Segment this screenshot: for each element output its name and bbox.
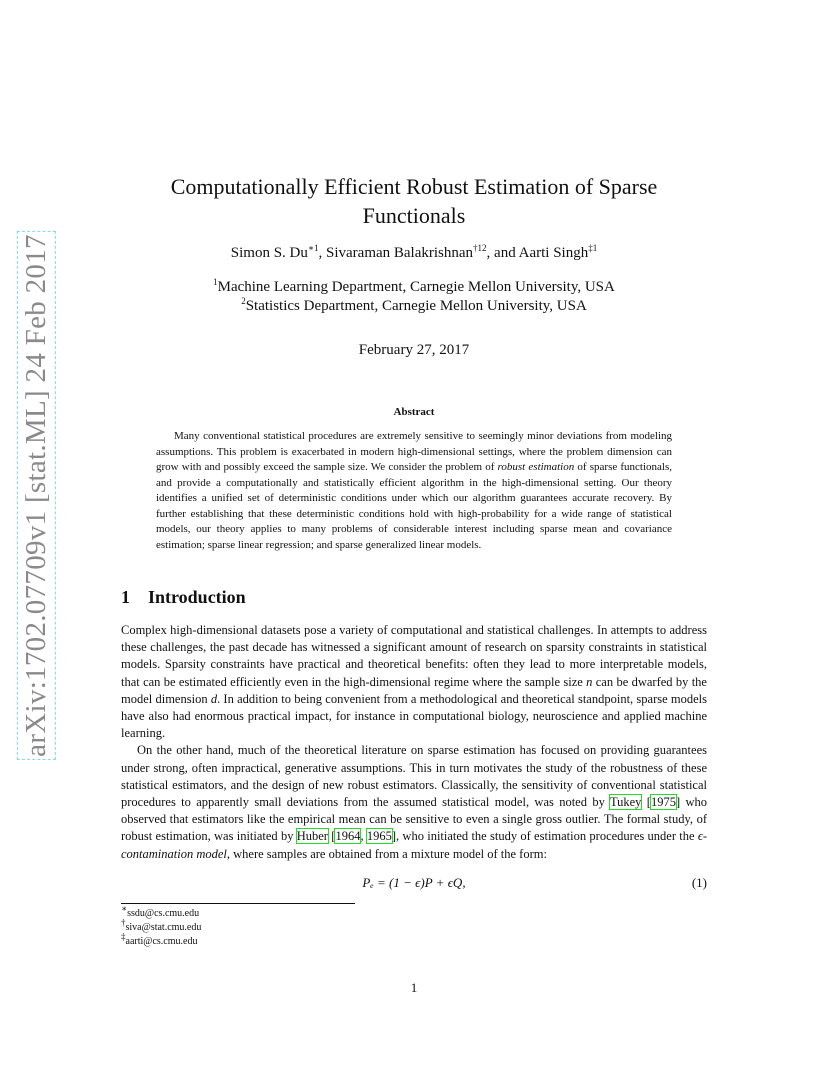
citation-link-year[interactable]: 1975 (650, 795, 676, 810)
footnote-email: aarti@cs.cmu.edu (125, 936, 198, 947)
math-variable: d (210, 691, 218, 706)
paragraph-text: can be dwarfed by the model dimension (121, 674, 707, 706)
author-affiliation-mark: ‡1 (588, 243, 598, 253)
introduction-body (121, 622, 707, 863)
footnote-mark: † (121, 917, 126, 928)
paragraph: On the other hand, much of the theoretical literature on sparse estimation has focused on providing guarantees under strong, often impractical, generative assumptions. This in turn motivates the study of the robustness of these statistical estimators, and the design of new robust estimators. Classically, the sensitivity of conventional statistical procedures to apparently small deviations from the assumed statistical model, was noted by Tukey [1975] who observed that estimators like the empirical mean can be sensitive to even a single gross outlier. The formal study, of robust estimation, was initiated by Huber [1964, 1965], who initiated the study of estimation procedures under the ϵ-contamination model, where samples are obtained from a mixture model of the form: (121, 743, 708, 861)
citation-link-huber[interactable]: Huber (296, 829, 328, 844)
paragraph-text: . In addition to being convenient from a methodological and theoretical standpoint, sparse models have also had enormous practical impact, for instance in computational biology, neuroscience and applied machine learning. (121, 691, 707, 741)
footnote-email: ssdu@cs.cmu.edu (127, 908, 200, 919)
citation-link-year[interactable]: 1965 (366, 829, 392, 844)
section-number: 1 (121, 587, 130, 607)
abstract-part: of sparse functionals, and provide a computationally and statistically efficient algorithm in the high-dimensional setting. Our theory identifies a unified set of deterministic conditions under which our algorithm guarantees accurate recovery. By further establishing that these deterministic conditions hold with high-probability for a wide range of statistical models, our theory applies to many problems of considerable interest including sparse mean and covariance estimation; sparse linear regression; and sparse generalized linear models. (156, 461, 673, 551)
publication-date: February 27, 2017 (358, 342, 470, 358)
affiliation-mark: 1 (213, 277, 218, 287)
footnote-email: siva@stat.cmu.edu (125, 922, 202, 933)
equation-number: (1) (691, 875, 707, 890)
math-variable: n (586, 674, 593, 689)
author-affiliation-mark: ∗1 (307, 243, 319, 253)
footnote (121, 903, 201, 921)
paragraph-text: On the other hand, much of the theoretical literature on sparse estimation has focused on providing guarantees under strong, often impractical, generative assumptions. This in turn motivates the study of the robustness of these statistical estimators, and the design of new robust estimators. Classically, the sensitivity of conventional statistical procedures to apparently small deviations from the assumed statistical model, was noted by (121, 743, 707, 810)
footnote (121, 931, 201, 949)
equation-body: Pₑ = (1 − ϵ)P + ϵQ, (362, 875, 466, 890)
paragraph-text: , where samples are obtained from a mixture model of the form: (226, 846, 547, 861)
abstract-text (156, 429, 672, 553)
term-emphasis: ϵ-contamination model (121, 829, 708, 861)
footnote-mark: ∗ (121, 903, 128, 914)
affiliation-line (120, 279, 708, 296)
paragraph (121, 622, 707, 742)
author-name: Simon S. Du (230, 245, 308, 261)
paragraph-text: , who initiated the study of estimation procedures under the (396, 829, 698, 844)
section-heading (121, 587, 246, 608)
author-affiliation-mark: †12 (473, 243, 487, 253)
abstract-heading: Abstract (393, 406, 435, 418)
affiliation-text: Machine Learning Department, Carnegie Mellon University, USA (217, 279, 615, 295)
author-separator: , and (486, 245, 519, 261)
affiliation-text: Statistics Department, Carnegie Mellon University, USA (245, 298, 587, 314)
abstract-emphasis: robust estimation (497, 461, 575, 473)
footnotes (121, 903, 202, 949)
author-name: Sivaraman Balakrishnan (326, 245, 474, 261)
author-separator: , (318, 245, 326, 261)
citation-link-tukey[interactable]: Tukey (609, 795, 642, 810)
arxiv-identifier-stamp[interactable] (14, 233, 58, 757)
page-number: 1 (410, 980, 418, 995)
paragraph-text: who observed that estimators like the empirical mean can be sensitive to even a single gross outlier. The formal study, of robust estimation, was initiated by (121, 795, 707, 844)
author-list (120, 245, 708, 262)
affiliation-mark: 2 (241, 296, 246, 306)
footnote-divider (121, 903, 355, 904)
paragraph-text: Complex high-dimensional datasets pose a variety of computational and statistical challenges. In attempts to address these challenges, the past decade has witnessed a significant amount of research on sparsity constraints in statistical models. Sparsity constraints have practical and theoretical benefits: often they lead to more interpretable models, that can be estimated efficiently even in the high-dimensional regime where the sample size (121, 623, 707, 689)
abstract-part: Many conventional statistical procedures are extremely sensitive to seemingly minor deviations from modeling assumptions. This problem is exacerbated in modern high-dimensional settings, where the problem dimension can grow with and possibly exceed the sample size. We consider the problem of (156, 430, 672, 473)
footnote (121, 917, 202, 935)
paper-title: Computationally Efficient Robust Estimation of Sparse Functionals (170, 174, 658, 228)
footnote-mark: ‡ (121, 931, 126, 942)
citation-link-year[interactable]: 1964 (335, 829, 361, 844)
arxiv-identifier-text: arXiv:1702.07709v1 [stat.ML] 24 Feb 2017 (19, 233, 52, 757)
equation-1 (121, 875, 707, 895)
author-name: Aarti Singh (518, 245, 589, 261)
section-title: Introduction (148, 587, 246, 607)
affiliation-line (120, 298, 708, 315)
